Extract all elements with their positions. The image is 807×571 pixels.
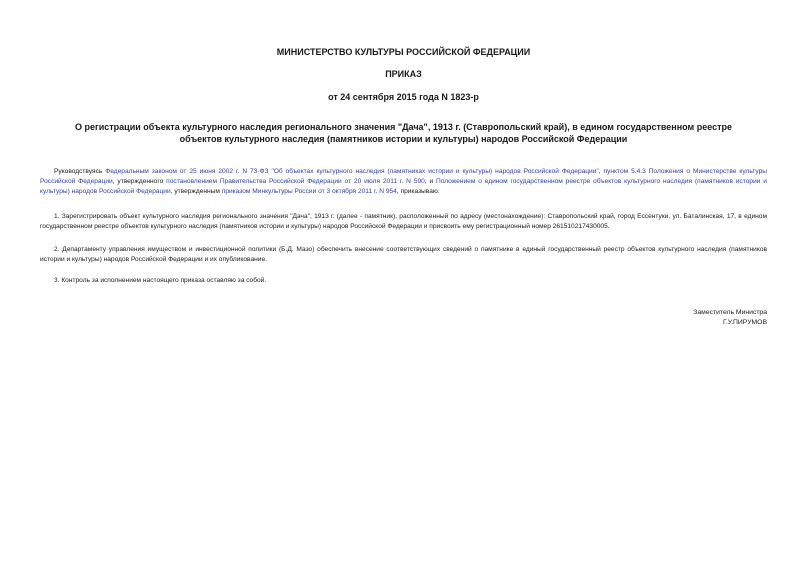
order-item-text: 2. Департаменту управления имуществом и инвестиционной политики (Б.Д. Мазо) обеспечить внесение соответствующих сведений о памятнике в единый государственный реестр объектов культурного наследия (памятников истории и культуры) народов Российской Федерации и их опубликование. — [40, 246, 767, 263]
preamble-paragraph — [40, 167, 767, 197]
doc-type-heading: ПРИКАЗ — [385, 69, 422, 79]
preamble-text: , — [598, 168, 604, 175]
preamble-text: , утвержденным — [170, 188, 222, 195]
order-item-2 — [40, 245, 767, 265]
order-item-1 — [40, 212, 767, 232]
doc-date-number: от 24 сентября 2015 года N 1823-р — [328, 92, 479, 102]
ministry-heading: МИНИСТЕРСТВО КУЛЬТУРЫ РОССИЙСКОЙ ФЕДЕРАЦИИ — [276, 47, 531, 57]
document-title: О регистрации объекта культурного наследия регионального значения "Дача", 1913 г. (Ставропольский край), в едином государственном реестре объектов культурного наследия (памятников истории и культуры) народов Российской Федерации — [74, 122, 733, 144]
order-item-text: 1. Зарегистрировать объект культурного наследия регионального значения "Дача", 1913 г. (далее - памятник), расположенный по адресу (местонахождение): Ставропольский край, город Ессентуки, ул. Баталинская, 17, в едином государственном реестре объектов культурного наследия (памятников истории и культуры) народов Российской Федерации и присвоить ему регистрационный номер 261510217430005. — [40, 213, 767, 230]
government-decree-link[interactable]: постановлением Правительства Российской Федерации от 20 июля 2011 г. N 590 — [166, 178, 425, 185]
registry-regulation-link[interactable]: Положением о едином государственном реестре объектов культурного наследия (памятников истории и культуры) народов Российской Федерации — [40, 178, 767, 195]
signatory-name: Г.У.ПИРУМОВ — [723, 319, 767, 326]
order-item-3 — [40, 276, 767, 286]
ministry-order-link[interactable]: приказом Минкультуры России от 3 октября 2011 г. N 954 — [221, 188, 397, 195]
signature-block — [693, 308, 767, 328]
law-link[interactable]: Федеральным законом от 25 июня 2002 г. N 73-ФЗ "Об объектах культурного наследия (памятниках истории и культуры) народов Российской Федерации" — [105, 168, 599, 175]
preamble-text: , утвержденного — [112, 178, 167, 185]
preamble-text: , и — [424, 178, 436, 185]
preamble-text: Руководствуясь — [54, 168, 106, 175]
preamble-text: , приказываю: — [396, 188, 440, 195]
order-item-text: 3. Контроль за исполнением настоящего приказа оставляю за собой. — [54, 277, 267, 284]
signatory-position: Заместитель Министра — [693, 309, 767, 316]
regulation-clause-link[interactable]: пунктом 5.4.3 Положения о Министерстве культуры Российской Федерации — [40, 168, 767, 185]
